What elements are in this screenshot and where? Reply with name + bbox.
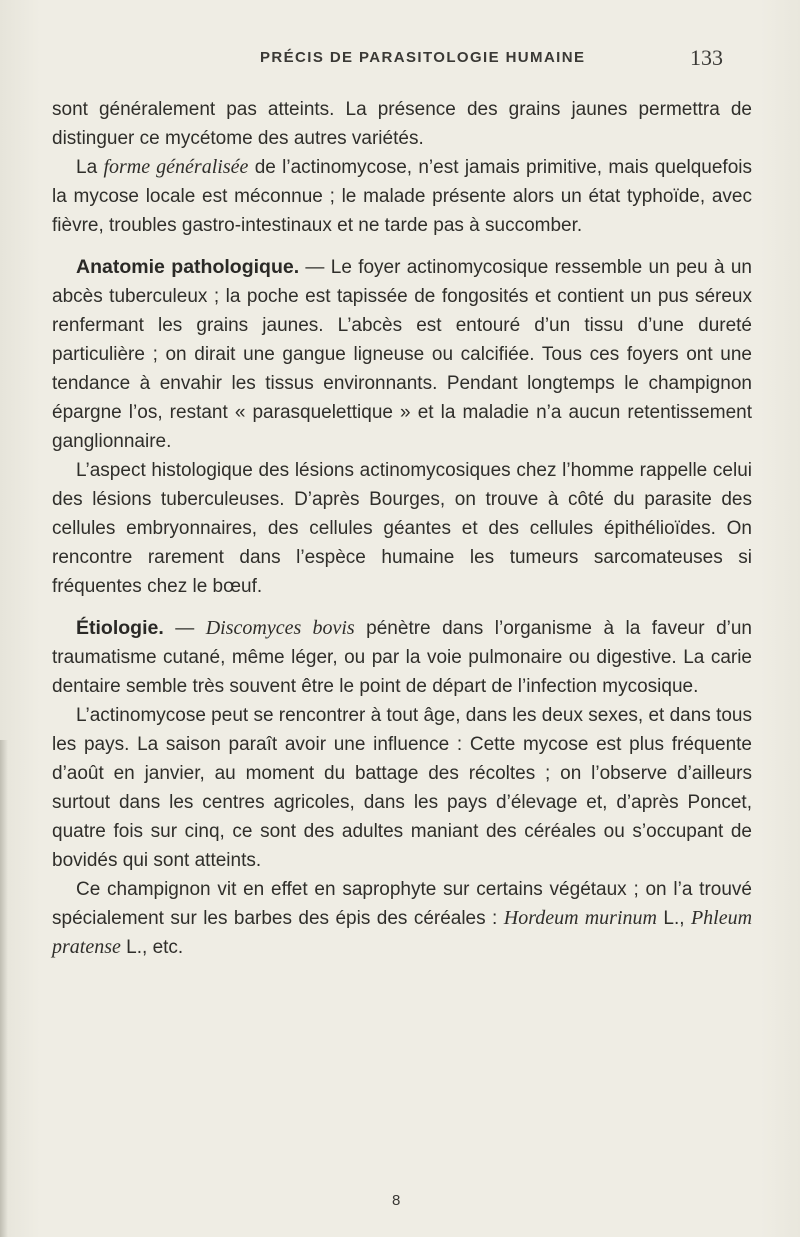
paragraph-text: L’actinomycose peut se rencontrer à tout âge, dans les deux sexes, et dans tous les pays. La saison paraît avoir une influence : Cette mycose est plus fréquente d’août en janvier, au moment du battage des récoltes ; on l’observe d’ailleurs surtout dans les centres agricoles, dans les pays d’élevage et, d’après Poncet, quatre fois sur cinq, ce sont des adultes maniant des céréales ou s’occupant de bovidés qui sont atteints. — [52, 705, 752, 871]
paragraph-text: Ce champignon vit en effet en saprophyte sur certains végétaux ; on l’a trouvé spécialement sur les barbes des épis des céréales : — [52, 879, 752, 929]
paragraph-text: L., — [656, 908, 691, 929]
page-number: 133 — [690, 45, 723, 70]
section-heading: Anatomie pathologique. — [76, 256, 300, 278]
paragraph-text: — Le foyer actinomycosique ressemble un peu à un abcès tuberculeux ; la poche est tapissée de fongosités et contient un pus séreux renfermant les grains jaunes. L’abcès est entouré d’un tissu d’une dureté particulière ; on dirait une gangue ligneuse ou calcifiée. Tous ces foyers ont une tendance à envahir les tissus environnants. Pendant longtemps le champignon épargne l’os, restant « parasquelettique » et la maladie n’a aucun retentissement ganglionnaire. — [52, 257, 752, 452]
running-title: PRÉCIS DE PARASITOLOGIE HUMAINE — [260, 49, 586, 66]
page-edge-shadow — [0, 740, 8, 1237]
paragraph-text: L’aspect histologique des lésions actinomycosiques chez l’homme rappelle celui des lésions tuberculeuses. D’après Bourges, on trouve à côté du parasite des cellules embryonnaires, des cellules géantes et des cellules épithélioïdes. On rencontre rarement dans l’espèce humaine les tumeurs sarcomateuses si fréquentes chez le bœuf. — [52, 460, 752, 597]
page-header — [0, 45, 800, 75]
paragraph-anatomie — [52, 253, 752, 456]
paragraph-text: L., etc. — [120, 937, 184, 958]
paragraph-text: de l’actinomycose, n’est jamais primitive, mais quelquefois la mycose locale est méconnue ; le malade présente alors un état typhoïde, avec fièvre, troubles gastro-intestinaux et ne tarde pas à succomber. — [52, 157, 752, 236]
paragraph-text: pénètre dans l’organisme à la faveur d’un traumatisme cutané, même léger, ou par la voie pulmonaire ou digestive. La carie dentaire semble très souvent être le point de départ de l’infection mycosique. — [52, 618, 752, 697]
italic-term: forme généralisée — [103, 156, 249, 178]
signature-mark: 8 — [392, 1192, 401, 1209]
paragraph — [52, 875, 752, 962]
italic-term: Phleum pratense — [52, 907, 753, 958]
italic-term: Hordeum murinum — [503, 907, 657, 929]
paragraph-etiologie — [52, 614, 752, 701]
paragraph-text: La — [76, 157, 104, 178]
italic-term: Discomyces bovis — [205, 617, 355, 639]
paragraph — [52, 701, 752, 875]
paragraph — [52, 456, 752, 601]
section-heading: Étiologie. — [76, 617, 164, 639]
body-text — [52, 95, 752, 962]
paragraph-text: sont généralement pas atteints. La présence des grains jaunes permettra de distinguer ce mycétome des autres variétés. — [52, 99, 752, 149]
paragraph — [52, 153, 752, 240]
dash: — — [163, 618, 206, 639]
paragraph — [52, 95, 752, 153]
